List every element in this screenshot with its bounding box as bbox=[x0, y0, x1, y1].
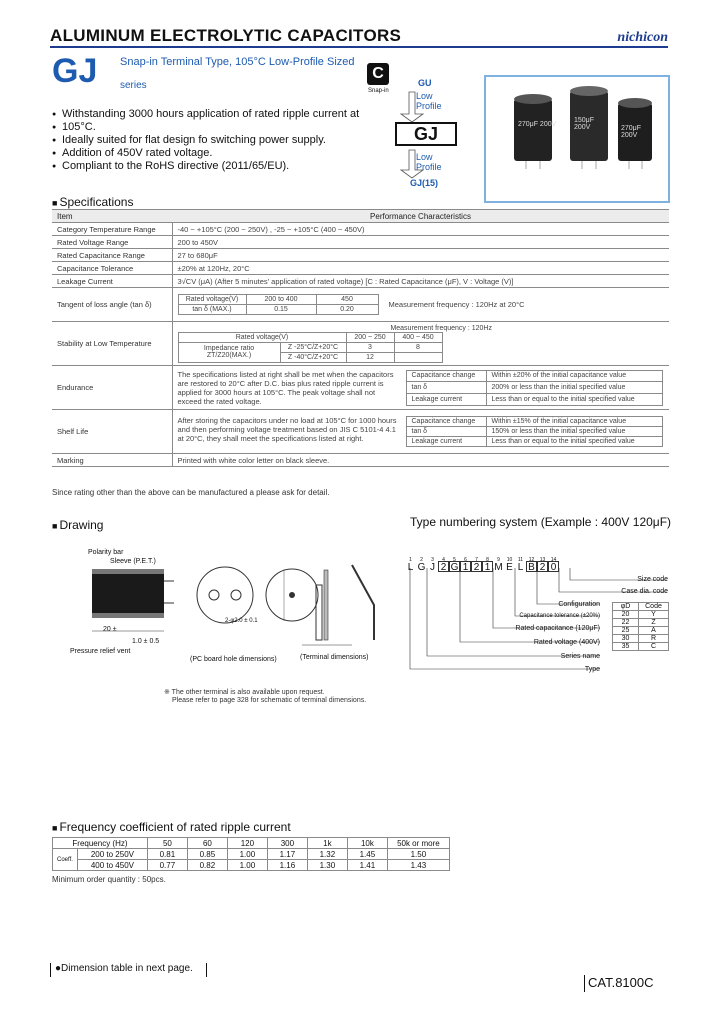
stab-imp: Impedance ratio ZT/Z20(MAX.) bbox=[178, 342, 280, 362]
type-char: J bbox=[430, 562, 435, 573]
freq-col: 120 bbox=[227, 838, 267, 849]
type-index: 9 bbox=[497, 557, 500, 563]
min-order: Minimum order quantity : 50pcs. bbox=[52, 875, 166, 884]
type-index: 4 bbox=[442, 557, 445, 563]
type-label-2: Configuration bbox=[558, 601, 600, 608]
freq-col: 10k bbox=[347, 838, 387, 849]
case-c: C bbox=[639, 643, 669, 651]
spec-value: 27 to 680μF bbox=[172, 249, 669, 262]
photo-label-1: 270μF 200V bbox=[518, 121, 557, 128]
feature-item-cont: ● 105°C. bbox=[52, 121, 359, 134]
family-top: GU bbox=[418, 78, 432, 88]
case-c: Y bbox=[639, 611, 669, 619]
series-word: series bbox=[120, 80, 147, 91]
freq-col: 50 bbox=[147, 838, 187, 849]
stab-v2: 400 ~ 450 bbox=[394, 332, 442, 342]
drawing-tolerance: 1.0 ± 0.5 bbox=[132, 638, 160, 645]
tan-t1: 0.15 bbox=[246, 305, 316, 315]
type-label-6: Series name bbox=[560, 653, 600, 660]
type-numbering-title: Type numbering system (Example : 400V 120μF) bbox=[410, 515, 672, 529]
case-h2: Code bbox=[639, 603, 669, 611]
tan-table bbox=[178, 294, 379, 315]
endurance-text: The specifications listed at right shall be met when the capacitors are restored to 20°C after D.C. bias plus rated ripple current is applied for 3000 hours at 105°C. The peak voltage shall not exceed the rated voltage. bbox=[177, 369, 394, 406]
shelf-c2: tan δ bbox=[406, 427, 486, 437]
stab-r1b: 8 bbox=[394, 342, 442, 352]
feature-item: ● Addition of 450V rated voltage. bbox=[52, 147, 359, 160]
stab-r2a: 12 bbox=[346, 352, 394, 362]
specifications-heading: ■ Specifications bbox=[52, 195, 133, 209]
type-char: L bbox=[517, 562, 524, 573]
type-index: 14 bbox=[550, 557, 557, 563]
tan-note: Measurement frequency : 120Hz at 20°C bbox=[388, 300, 525, 309]
drawing-note-1: ※ The other terminal is also available upon request. bbox=[164, 689, 325, 696]
spec-value: 3√CV (μA) (After 5 minutes' application of rated voltage) [C : Rated Capacitance (μF), V : Voltage (V)] bbox=[172, 275, 669, 288]
spec-value: 200 to 450V bbox=[172, 236, 669, 249]
family-center: GJ bbox=[395, 122, 457, 146]
spec-item-shelf: Shelf Life bbox=[52, 410, 172, 454]
type-char: 2 bbox=[471, 561, 482, 572]
freq-val: 0.77 bbox=[147, 860, 187, 871]
type-label-1: Case dia. code bbox=[621, 588, 668, 595]
product-photo bbox=[484, 75, 670, 203]
type-char: E bbox=[506, 562, 513, 573]
case-c: Z bbox=[639, 619, 669, 627]
spec-item: Rated Voltage Range bbox=[52, 236, 172, 249]
col-item: Item bbox=[52, 210, 172, 223]
freq-col: 1k bbox=[307, 838, 347, 849]
type-char: 0 bbox=[548, 561, 559, 572]
stab-freq: Measurement frequency : 120Hz bbox=[390, 324, 492, 332]
freq-val: 1.50 bbox=[387, 849, 449, 860]
freq-h-freq: Frequency (Hz) bbox=[53, 838, 148, 849]
stab-h-voltage: Rated voltage(V) bbox=[178, 332, 346, 342]
shelf-c1: Capacitance change bbox=[406, 417, 486, 427]
photo-label-2: 150μF 200V bbox=[574, 117, 594, 131]
type-index: 7 bbox=[475, 557, 478, 563]
footer-divider-left bbox=[50, 963, 51, 977]
spec-value: ±20% at 120Hz, 20°C bbox=[172, 262, 669, 275]
spec-footnote: Since rating other than the above can be manufactured a please ask for detail. bbox=[52, 488, 330, 497]
endurance-c2v: 200% or less than the initial specified value bbox=[486, 382, 662, 394]
freq-val: 1.41 bbox=[347, 860, 387, 871]
stab-r2b bbox=[394, 352, 442, 362]
type-char: 1 bbox=[460, 561, 471, 572]
spec-item-stab: Stability at Low Temperature bbox=[52, 322, 172, 366]
spec-value-marking: Printed with white color letter on black sleeve. bbox=[172, 454, 669, 467]
feature-item: ● Compliant to the RoHS directive (2011/65/EU). bbox=[52, 160, 359, 173]
footer-divider-mid bbox=[206, 963, 207, 977]
family-low-3: Low bbox=[416, 152, 433, 162]
freq-col: 60 bbox=[187, 838, 227, 849]
freq-val: 0.82 bbox=[187, 860, 227, 871]
endurance-c3v: Less than or equal to the initial specified value bbox=[486, 393, 662, 405]
freq-val: 1.17 bbox=[267, 849, 307, 860]
freq-range: 200 to 250V bbox=[77, 849, 147, 860]
tan-v2: 450 bbox=[316, 295, 378, 305]
type-char: 1 bbox=[482, 561, 493, 572]
type-label-7: Type bbox=[584, 666, 600, 673]
case-h1: φD bbox=[613, 603, 639, 611]
drawing-term: (Terminal dimensions) bbox=[300, 654, 369, 661]
shelf-c2v: 150% or less than the initial specified value bbox=[486, 427, 662, 437]
drawing-hole: 2-φ2.0 ± 0.1 bbox=[225, 618, 258, 624]
type-char: 2 bbox=[438, 561, 449, 572]
endurance-table bbox=[406, 370, 663, 406]
case-d: 22 bbox=[613, 619, 639, 627]
family-low-1: Low bbox=[416, 91, 433, 101]
spec-item: Leakage Current bbox=[52, 275, 172, 288]
capacitor-photo-image bbox=[486, 77, 668, 201]
type-index: 8 bbox=[486, 557, 489, 563]
tan-h-voltage: Rated voltage(V) bbox=[178, 295, 246, 305]
spec-item: Capacitance Tolerance bbox=[52, 262, 172, 275]
stab-v1: 200 ~ 250 bbox=[346, 332, 394, 342]
header-divider bbox=[50, 46, 668, 48]
type-char: M bbox=[494, 562, 503, 573]
case-c: A bbox=[639, 627, 669, 635]
case-c: R bbox=[639, 635, 669, 643]
drawing-pcb: (PC board hole dimensions) bbox=[190, 656, 277, 663]
shelf-c3: Leakage current bbox=[406, 437, 486, 447]
type-label-3: Capacitance tolerance (±20%) bbox=[519, 613, 600, 619]
photo-label-3: 270μF 200V bbox=[621, 125, 641, 139]
type-char: B bbox=[526, 561, 537, 572]
spec-item-endurance: Endurance bbox=[52, 366, 172, 410]
endurance-c3: Leakage current bbox=[406, 393, 486, 405]
case-d: 20 bbox=[613, 611, 639, 619]
family-low-2: Profile bbox=[416, 101, 442, 111]
family-bottom: GJ(15) bbox=[410, 178, 439, 188]
drawing-heading: ■ Drawing bbox=[52, 518, 103, 532]
snap-in-logo-icon: C bbox=[367, 63, 389, 85]
shelf-c1v: Within ±15% of the initial capacitance value bbox=[486, 417, 662, 427]
freq-val: 0.81 bbox=[147, 849, 187, 860]
tan-t2: 0.20 bbox=[316, 305, 378, 315]
stab-r2: Z -40°C/Z+20°C bbox=[280, 352, 346, 362]
snap-in-label: Snap-in bbox=[368, 88, 389, 94]
type-index: 6 bbox=[464, 557, 467, 563]
type-char: 2 bbox=[537, 561, 548, 572]
type-index: 5 bbox=[453, 557, 456, 563]
spec-item-tan: Tangent of loss angle (tan δ) bbox=[52, 288, 172, 322]
type-index: 3 bbox=[431, 557, 434, 563]
freq-col: 50k or more bbox=[387, 838, 449, 849]
spec-value-tan bbox=[172, 288, 669, 322]
feature-item: ● Withstanding 3000 hours application of rated ripple current at bbox=[52, 108, 359, 121]
freq-val: 1.32 bbox=[307, 849, 347, 860]
specifications-table bbox=[52, 209, 669, 467]
type-index: 11 bbox=[517, 557, 524, 563]
freq-coeff: Coeff. bbox=[53, 849, 78, 871]
type-index: 2 bbox=[420, 557, 423, 563]
type-index: 10 bbox=[506, 557, 513, 563]
freq-col: 300 bbox=[267, 838, 307, 849]
spec-value-stab bbox=[172, 322, 669, 366]
freq-val: 1.16 bbox=[267, 860, 307, 871]
tan-h-tan: tan δ (MAX.) bbox=[178, 305, 246, 315]
stab-table bbox=[178, 332, 443, 363]
page-title: ALUMINUM ELECTROLYTIC CAPACITORS bbox=[50, 26, 402, 45]
type-index: 1 bbox=[409, 557, 412, 563]
freq-val: 0.85 bbox=[187, 849, 227, 860]
spec-item: Category Temperature Range bbox=[52, 223, 172, 236]
footer-note: ●Dimension table in next page. bbox=[55, 963, 193, 974]
stab-r1a: 3 bbox=[346, 342, 394, 352]
drawing-polarity: Polarity bar bbox=[88, 549, 124, 556]
shelf-text: After storing the capacitors under no load at 105°C for 1000 hours and then performing voltage treatment based on JIS C 5101-4 4.1 at 20°C, they shall meet the specifications listed at right. bbox=[177, 416, 397, 443]
freq-val: 1.00 bbox=[227, 849, 267, 860]
case-d: 35 bbox=[613, 643, 639, 651]
feature-item: ● Ideally suited for flat design fo switching power supply. bbox=[52, 134, 359, 147]
type-char: G bbox=[417, 562, 426, 573]
family-low-4: Profile bbox=[416, 162, 442, 172]
spec-value-endurance bbox=[172, 366, 669, 410]
type-index: 13 bbox=[539, 557, 546, 563]
stab-r1: Z -25°C/Z+20°C bbox=[280, 342, 346, 352]
catalog-number: CAT.8100C bbox=[588, 975, 654, 990]
case-code-table bbox=[612, 602, 669, 651]
type-char: G bbox=[450, 562, 459, 573]
tan-v1: 200 to 400 bbox=[246, 295, 316, 305]
type-label-4: Rated capacitance (120μF) bbox=[515, 625, 600, 632]
drawing-length: 20 ± bbox=[103, 626, 117, 633]
drawing-sleeve: Sleeve (P.E.T.) bbox=[110, 558, 156, 565]
spec-value: -40 ~ +105°C (200 ~ 250V) , -25 ~ +105°C (400 ~ 450V) bbox=[172, 223, 669, 236]
freq-val: 1.45 bbox=[347, 849, 387, 860]
frequency-table bbox=[52, 837, 450, 871]
col-performance: Performance Characteristics bbox=[172, 210, 669, 223]
frequency-heading: ■ Frequency coefficient of rated ripple current bbox=[52, 820, 291, 834]
shelf-table bbox=[406, 416, 663, 447]
brand-logo: nichicon bbox=[617, 30, 668, 45]
spec-item-marking: Marking bbox=[52, 454, 172, 467]
drawing-note-2: Please refer to page 328 for schematic of terminal dimensions. bbox=[172, 697, 367, 704]
shelf-c3v: Less than or equal to the initial specified value bbox=[486, 437, 662, 447]
drawing-vent: Pressure relief vent bbox=[70, 648, 131, 655]
type-index: 12 bbox=[528, 557, 535, 563]
type-label-0: Size code bbox=[637, 576, 668, 583]
type-label-5: Rated voltage (400V) bbox=[533, 639, 600, 646]
series-code: GJ bbox=[52, 52, 98, 90]
freq-val: 1.43 bbox=[387, 860, 449, 871]
case-d: 25 bbox=[613, 627, 639, 635]
series-description: Snap-in Terminal Type, 105°C Low-Profile Sized bbox=[120, 56, 355, 68]
spec-item: Rated Capacitance Range bbox=[52, 249, 172, 262]
spec-value-shelf bbox=[172, 410, 669, 454]
freq-range: 400 to 450V bbox=[77, 860, 147, 871]
endurance-c1: Capacitance change bbox=[406, 370, 486, 382]
feature-list bbox=[52, 108, 359, 173]
endurance-c1v: Within ±20% of the initial capacitance value bbox=[486, 370, 662, 382]
case-d: 30 bbox=[613, 635, 639, 643]
type-char: L bbox=[407, 562, 414, 573]
freq-val: 1.00 bbox=[227, 860, 267, 871]
footer-divider-right bbox=[584, 975, 585, 992]
freq-val: 1.30 bbox=[307, 860, 347, 871]
endurance-c2: tan δ bbox=[406, 382, 486, 394]
